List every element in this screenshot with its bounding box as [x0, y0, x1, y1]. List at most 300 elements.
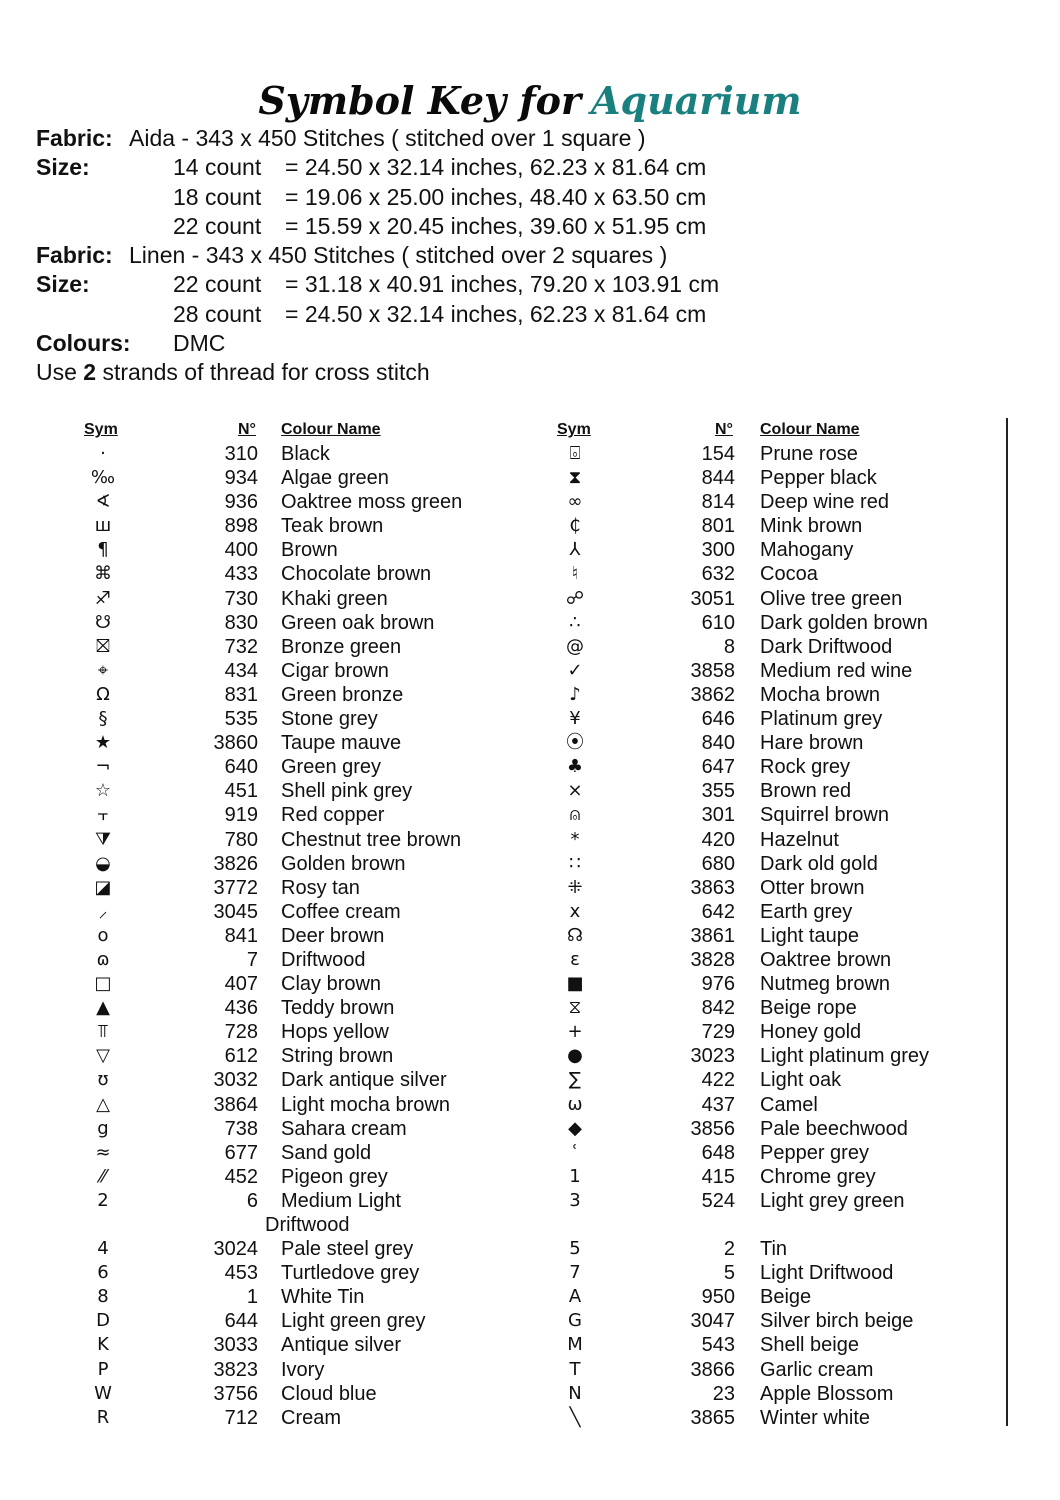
dmc-number: 3862	[690, 683, 735, 706]
key-row	[0, 635, 1060, 659]
size-label: Size:	[36, 271, 90, 298]
dmc-number: 640	[224, 756, 258, 779]
dmc-number: 3861	[690, 924, 735, 947]
count: 22 count	[173, 271, 262, 298]
dmc-number: 420	[701, 828, 735, 851]
colour-name: Medium Light	[281, 1189, 402, 1212]
strands-row	[36, 358, 430, 387]
ascending-node-icon: ☊	[567, 924, 583, 946]
colour-name: Light oak	[760, 1069, 842, 1092]
black-diamond-icon: ◆	[568, 1117, 582, 1139]
dmc-number: 830	[224, 611, 258, 634]
colour-name: Taupe mauve	[281, 732, 402, 755]
colour-name: Silver birch beige	[760, 1310, 914, 1333]
colour-name: Hare brown	[760, 732, 864, 755]
dmc-number: 612	[224, 1045, 258, 1068]
key-row	[0, 1165, 1060, 1189]
dmc-number: 950	[701, 1286, 735, 1309]
dmc-number: 310	[224, 443, 258, 465]
dmc-number: 934	[224, 467, 258, 490]
colour-name: Dark Driftwood	[760, 635, 893, 658]
dmc-number: 840	[701, 732, 735, 755]
colour-name: Dark golden brown	[760, 611, 928, 634]
colour-name: Deer brown	[281, 924, 385, 947]
colour-name: Garlic cream	[760, 1358, 874, 1381]
symbol-key-right-column	[0, 418, 1060, 1430]
colour-name: Oaktree moss green	[281, 491, 463, 514]
colour-name: Mink brown	[760, 515, 863, 538]
boxed-h-icon: ⌻	[569, 443, 581, 464]
colour-name: Beige	[760, 1286, 812, 1309]
colours-row	[36, 329, 430, 358]
colour-name: Brown red	[760, 780, 852, 803]
colour-name: Winter white	[760, 1406, 871, 1429]
approx-icon: ≈	[95, 1141, 111, 1163]
colour-name: Light platinum grey	[760, 1045, 929, 1068]
at-icon: @	[566, 635, 584, 657]
colour-name: Light green grey	[281, 1310, 426, 1333]
dmc-number: 8	[723, 635, 735, 658]
strands-count: 2	[83, 359, 97, 386]
strands-post: strands of thread for cross stitch	[96, 359, 430, 386]
key-row	[0, 514, 1060, 538]
colour-name-continuation: Driftwood	[265, 1214, 350, 1236]
dmc-number: 814	[701, 491, 735, 514]
dmc-number: 2	[723, 1238, 735, 1261]
key-row	[0, 1285, 1060, 1309]
dmc-number: 3826	[213, 852, 258, 875]
infinity-icon: ∞	[567, 491, 583, 513]
dmc-number: 7	[246, 948, 258, 971]
dmc-number: 732	[224, 635, 258, 658]
digit-7-icon: 7	[569, 1262, 581, 1284]
key-row	[0, 538, 1060, 562]
white-hourglass-icon: ⧖	[568, 997, 582, 1019]
dmc-number: 3033	[213, 1334, 258, 1357]
colour-name: Teak brown	[281, 515, 384, 538]
header-number: N°	[238, 421, 256, 438]
dmc-number: 780	[224, 828, 258, 851]
colour-name: Red copper	[281, 804, 385, 827]
dmc-number: 433	[224, 563, 258, 586]
count: 14 count	[173, 154, 262, 181]
letter-w-icon: W	[94, 1382, 112, 1404]
colour-name: Bronze green	[281, 635, 402, 658]
key-row	[0, 876, 1060, 900]
dmc-number: 3023	[690, 1045, 735, 1068]
colour-name: Sahara cream	[281, 1117, 407, 1140]
colour-name: Turtledove grey	[281, 1262, 420, 1285]
key-row	[0, 1237, 1060, 1261]
colour-name: Hops yellow	[281, 1021, 389, 1044]
colour-name: Shell pink grey	[281, 780, 413, 803]
colour-name: Tin	[760, 1238, 788, 1261]
dmc-number: 400	[224, 539, 258, 562]
column-divider	[1006, 418, 1008, 1426]
colour-name: Olive tree green	[760, 587, 903, 610]
corner-icon: ¬	[95, 756, 111, 778]
header-colour-name: Colour Name	[281, 421, 381, 438]
fabric-label: Fabric:	[36, 242, 113, 269]
dimensions: = 31.18 x 40.91 inches, 79.20 x 103.91 cm	[285, 271, 720, 298]
colour-name: Medium red wine	[760, 659, 913, 682]
colour-name: Light taupe	[760, 924, 859, 947]
dmc-number: 976	[701, 973, 735, 996]
opposition-icon: ☍	[565, 587, 585, 609]
yen-icon: ¥	[569, 708, 581, 730]
colour-name: Pale steel grey	[281, 1238, 414, 1261]
descending-node-icon: ☋	[95, 611, 111, 633]
count: 28 count	[173, 300, 262, 327]
dmc-number: 730	[224, 587, 258, 610]
colour-name: Coffee cream	[281, 900, 401, 923]
colour-name: Pigeon grey	[281, 1165, 388, 1188]
colour-name: Chrome grey	[760, 1165, 876, 1188]
colour-name: Rock grey	[760, 756, 851, 779]
key-row	[0, 1213, 1060, 1237]
letter-t-icon: T	[569, 1358, 581, 1380]
colour-name: Beige rope	[760, 997, 857, 1020]
key-row	[0, 852, 1060, 876]
header-sym: Sym	[557, 421, 591, 438]
dmc-number: 712	[224, 1406, 258, 1429]
pilcrow-icon: ¶	[97, 539, 109, 561]
command-icon: ⌘	[94, 563, 112, 585]
dmc-number: 841	[224, 924, 258, 947]
colour-name: Cream	[281, 1406, 342, 1429]
epsilon-icon: ε	[570, 948, 580, 970]
key-row	[0, 611, 1060, 635]
dmc-number: 434	[224, 659, 258, 682]
half-triangle-down-icon: ⧩	[94, 828, 112, 850]
dmc-number: 451	[224, 780, 258, 803]
dmc-number: 842	[701, 997, 735, 1020]
key-row	[0, 1406, 1060, 1430]
colour-name: Green bronze	[281, 683, 404, 706]
size-row	[36, 300, 707, 329]
letter-g-upper-icon: G	[568, 1310, 582, 1332]
angle-icon: ∢	[95, 491, 111, 513]
key-row	[0, 1189, 1060, 1213]
double-slash-icon: ⁄⁄	[99, 1165, 106, 1187]
colour-name: Sand gold	[281, 1141, 372, 1164]
sigma-icon: ∑	[568, 1069, 582, 1091]
key-row	[0, 1333, 1060, 1357]
element-of-bar-icon: ⫟	[97, 804, 109, 826]
key-row	[0, 1117, 1060, 1141]
key-header	[0, 418, 1060, 442]
colour-name: Cloud blue	[281, 1382, 377, 1405]
key-row	[0, 755, 1060, 779]
dmc-number: 422	[701, 1069, 735, 1092]
arch-dot-icon: ⍝	[569, 804, 581, 826]
colour-name: Earth grey	[760, 900, 853, 923]
dmc-number: 436	[224, 997, 258, 1020]
key-row	[0, 683, 1060, 707]
digit-8-icon: 8	[97, 1286, 109, 1308]
dmc-number: 3756	[213, 1382, 258, 1405]
key-row	[0, 779, 1060, 803]
colour-name: Brown	[281, 539, 338, 562]
dmc-number: 5	[723, 1262, 735, 1285]
key-row	[0, 1141, 1060, 1165]
cedi-icon: ₵	[569, 515, 581, 537]
colour-name: Pepper black	[760, 467, 877, 490]
digit-6-icon: 6	[97, 1262, 109, 1284]
section-icon: §	[98, 708, 108, 730]
omega-small-icon: ω	[567, 1093, 583, 1115]
triangle-up-icon: △	[96, 1093, 110, 1115]
colour-name: Pepper grey	[760, 1141, 869, 1164]
colour-name: Otter brown	[760, 876, 865, 899]
dmc-number: 3047	[690, 1310, 735, 1333]
dmc-number: 543	[701, 1334, 735, 1357]
colour-name: Nutmeg brown	[760, 973, 891, 996]
black-square-icon: ■	[566, 973, 584, 995]
colour-name: Chestnut tree brown	[281, 828, 462, 851]
colour-name: Cocoa	[760, 563, 818, 586]
colour-name: Golden brown	[281, 852, 406, 875]
key-row	[0, 972, 1060, 996]
dimensions: = 24.50 x 32.14 inches, 62.23 x 81.64 cm	[285, 154, 707, 181]
key-row	[0, 948, 1060, 972]
dmc-number: 610	[701, 611, 735, 634]
size-row	[36, 153, 707, 182]
dmc-number: 3863	[690, 876, 735, 899]
half-square-icon: ◪	[94, 876, 112, 898]
letter-g-icon: g	[97, 1117, 109, 1139]
key-row	[0, 803, 1060, 827]
dmc-number: 3032	[213, 1069, 258, 1092]
dmc-number: 3772	[213, 876, 258, 899]
per-mille-icon: ‰	[90, 467, 116, 489]
colour-name: Ivory	[281, 1358, 325, 1381]
key-row	[0, 996, 1060, 1020]
dmc-number: 3024	[213, 1238, 258, 1261]
colour-name: Prune rose	[760, 443, 858, 465]
dmc-number: 936	[224, 491, 258, 514]
pi-bar-icon: ⫪	[97, 1021, 109, 1043]
white-star-icon: ☆	[94, 780, 112, 802]
dmc-number: 3823	[213, 1358, 258, 1381]
natural-icon: ♮	[571, 563, 579, 585]
digit-1-icon: 1	[569, 1165, 581, 1187]
dotted-cross-icon: ⁜	[567, 876, 583, 898]
dmc-number: 407	[224, 973, 258, 996]
header-colour-name: Colour Name	[760, 421, 860, 438]
colours-label: Colours:	[36, 330, 131, 357]
fabric-linen-row	[36, 241, 668, 270]
dotted-u-icon: ʊ	[97, 1069, 109, 1091]
fabric-value: Linen - 343 x 450 Stitches ( stitched over 2 squares )	[129, 242, 668, 269]
colour-name: Mocha brown	[760, 683, 881, 706]
dmc-number: 437	[701, 1093, 735, 1116]
letter-a-icon: A	[568, 1286, 582, 1308]
plus-icon: +	[567, 1021, 583, 1043]
dmc-number: 3858	[690, 659, 735, 682]
colour-name: Light mocha brown	[281, 1093, 450, 1116]
colour-name: Squirrel brown	[760, 804, 889, 827]
key-row	[0, 562, 1060, 586]
fabric-value: Aida - 343 x 450 Stitches ( stitched over 1 square )	[129, 125, 646, 151]
dmc-number: 3860	[213, 732, 258, 755]
dmc-number: 452	[224, 1165, 258, 1188]
black-star-icon: ★	[94, 732, 112, 754]
strands-pre: Use	[36, 359, 84, 386]
cyrillic-sha-icon: ш	[94, 515, 112, 537]
dmc-number: 647	[701, 756, 735, 779]
fabric-label: Fabric:	[36, 125, 113, 151]
size-row	[36, 212, 707, 241]
dmc-number: 3045	[213, 900, 258, 923]
dmc-number: 301	[701, 804, 735, 827]
colour-name: Green oak brown	[281, 611, 435, 634]
four-dots-icon: ∷	[569, 852, 581, 874]
dmc-number: 648	[701, 1141, 735, 1164]
colour-name: Pale beechwood	[760, 1117, 908, 1140]
three-prong-icon: ⅄	[569, 539, 581, 561]
colour-name: Dark antique silver	[281, 1069, 447, 1092]
fabric-aida-row	[36, 124, 646, 153]
colour-name: Shell beige	[760, 1334, 859, 1357]
dmc-number: 6	[246, 1189, 258, 1212]
dmc-number: 646	[701, 708, 735, 731]
closed-omega-icon: ɷ	[96, 948, 110, 970]
boxed-star-icon: ⛝	[96, 635, 110, 657]
dmc-number: 738	[224, 1117, 258, 1140]
colour-name: Algae green	[281, 467, 389, 490]
key-row	[0, 828, 1060, 852]
title-prefix: Symbol Key for	[258, 78, 582, 123]
dmc-number: 3864	[213, 1093, 258, 1116]
colour-name: White Tin	[281, 1286, 365, 1309]
key-row	[0, 1068, 1060, 1092]
key-row	[0, 490, 1060, 514]
dmc-number: 154	[701, 443, 735, 465]
dmc-number: 3856	[690, 1117, 735, 1140]
letter-n-icon: N	[568, 1382, 582, 1404]
colour-name: Deep wine red	[760, 491, 889, 514]
dmc-number: 3828	[690, 948, 735, 971]
dmc-number: 300	[701, 539, 735, 562]
letter-d-icon: D	[96, 1310, 110, 1332]
black-triangle-up-icon: ▲	[96, 997, 110, 1019]
music-note-icon: ♪	[569, 683, 581, 705]
dmc-number: 3051	[690, 587, 735, 610]
size-label: Size:	[36, 154, 90, 181]
dmc-number: 355	[701, 780, 735, 803]
letter-k-icon: K	[97, 1334, 109, 1356]
crosshair-icon: ⌖	[97, 659, 109, 681]
key-row	[0, 442, 1060, 466]
colour-name: Teddy brown	[281, 997, 395, 1020]
letter-o-icon: o	[97, 924, 109, 946]
key-row	[0, 1044, 1060, 1068]
asterisk-icon: *	[570, 828, 580, 850]
omega-icon: Ω	[96, 683, 110, 705]
colour-name: Rosy tan	[281, 876, 360, 899]
dmc-number: 844	[701, 467, 735, 490]
dmc-number: 23	[712, 1382, 735, 1405]
dmc-number: 535	[224, 708, 258, 731]
colour-name: Cigar brown	[281, 659, 389, 682]
letter-p-icon: P	[97, 1358, 109, 1380]
dmc-number: 1	[246, 1286, 258, 1309]
page-title	[0, 78, 1060, 123]
colour-name: Hazelnut	[760, 828, 839, 851]
digit-5-icon: 5	[569, 1238, 581, 1260]
key-row	[0, 1093, 1060, 1117]
title-pattern-name: Aquarium	[591, 78, 802, 123]
therefore-icon: ∴	[569, 611, 581, 633]
colour-name: Light grey green	[760, 1189, 905, 1212]
circled-dot-icon: ⦿	[566, 732, 584, 754]
colour-name: Clay brown	[281, 973, 382, 996]
count: 18 count	[173, 183, 262, 210]
digit-4-icon: 4	[97, 1238, 109, 1260]
letter-m-icon: M	[567, 1334, 583, 1356]
dimensions: = 15.59 x 20.45 inches, 39.60 x 51.95 cm	[285, 212, 707, 239]
key-row	[0, 1309, 1060, 1333]
black-circle-icon: ●	[567, 1045, 583, 1067]
colour-name: Light Driftwood	[760, 1262, 894, 1285]
dmc-number: 642	[701, 900, 735, 923]
colour-name: Platinum grey	[760, 708, 883, 731]
black-hourglass-icon: ⧗	[568, 467, 582, 489]
dmc-number: 415	[701, 1165, 735, 1188]
colour-name: Camel	[760, 1093, 818, 1116]
backslash-icon: ╲	[569, 1406, 581, 1428]
size-row	[36, 270, 720, 299]
colour-name: Mahogany	[760, 539, 854, 562]
dmc-number: 680	[701, 852, 735, 875]
key-row	[0, 659, 1060, 683]
dmc-number: 677	[224, 1141, 258, 1164]
hook-icon: ʿ	[572, 1141, 578, 1163]
colour-name: Oaktree brown	[760, 948, 892, 971]
header-sym: Sym	[84, 421, 118, 438]
key-row	[0, 924, 1060, 948]
fabric-info	[36, 124, 720, 388]
size-row	[36, 183, 707, 212]
dmc-number: 831	[224, 683, 258, 706]
dimensions: = 19.06 x 25.00 inches, 48.40 x 63.50 cm	[285, 183, 707, 210]
colour-name: Black	[281, 443, 330, 465]
half-circle-icon: ◒	[95, 852, 111, 874]
digit-2-icon: 2	[97, 1189, 109, 1211]
letter-r-icon: R	[96, 1406, 110, 1428]
dimensions: = 24.50 x 32.14 inches, 62.23 x 81.64 cm	[285, 300, 707, 327]
dmc-number: 728	[224, 1021, 258, 1044]
check-icon: ✓	[567, 659, 583, 681]
dmc-number: 919	[224, 804, 258, 827]
colour-name: Apple Blossom	[760, 1382, 894, 1405]
club-icon: ♣	[566, 756, 584, 778]
sagittarius-icon: ♐	[94, 587, 112, 609]
dmc-number: 3865	[690, 1406, 735, 1429]
key-row	[0, 731, 1060, 755]
key-row	[0, 1020, 1060, 1044]
dmc-number: 644	[224, 1310, 258, 1333]
key-row	[0, 1358, 1060, 1382]
colour-name: Antique silver	[281, 1334, 402, 1357]
dmc-number: 801	[701, 515, 735, 538]
key-row	[0, 707, 1060, 731]
triangle-down-icon: ▽	[96, 1045, 110, 1067]
colour-name: Chocolate brown	[281, 563, 432, 586]
digit-3-icon: 3	[569, 1189, 581, 1211]
dmc-number: 3866	[690, 1358, 735, 1381]
